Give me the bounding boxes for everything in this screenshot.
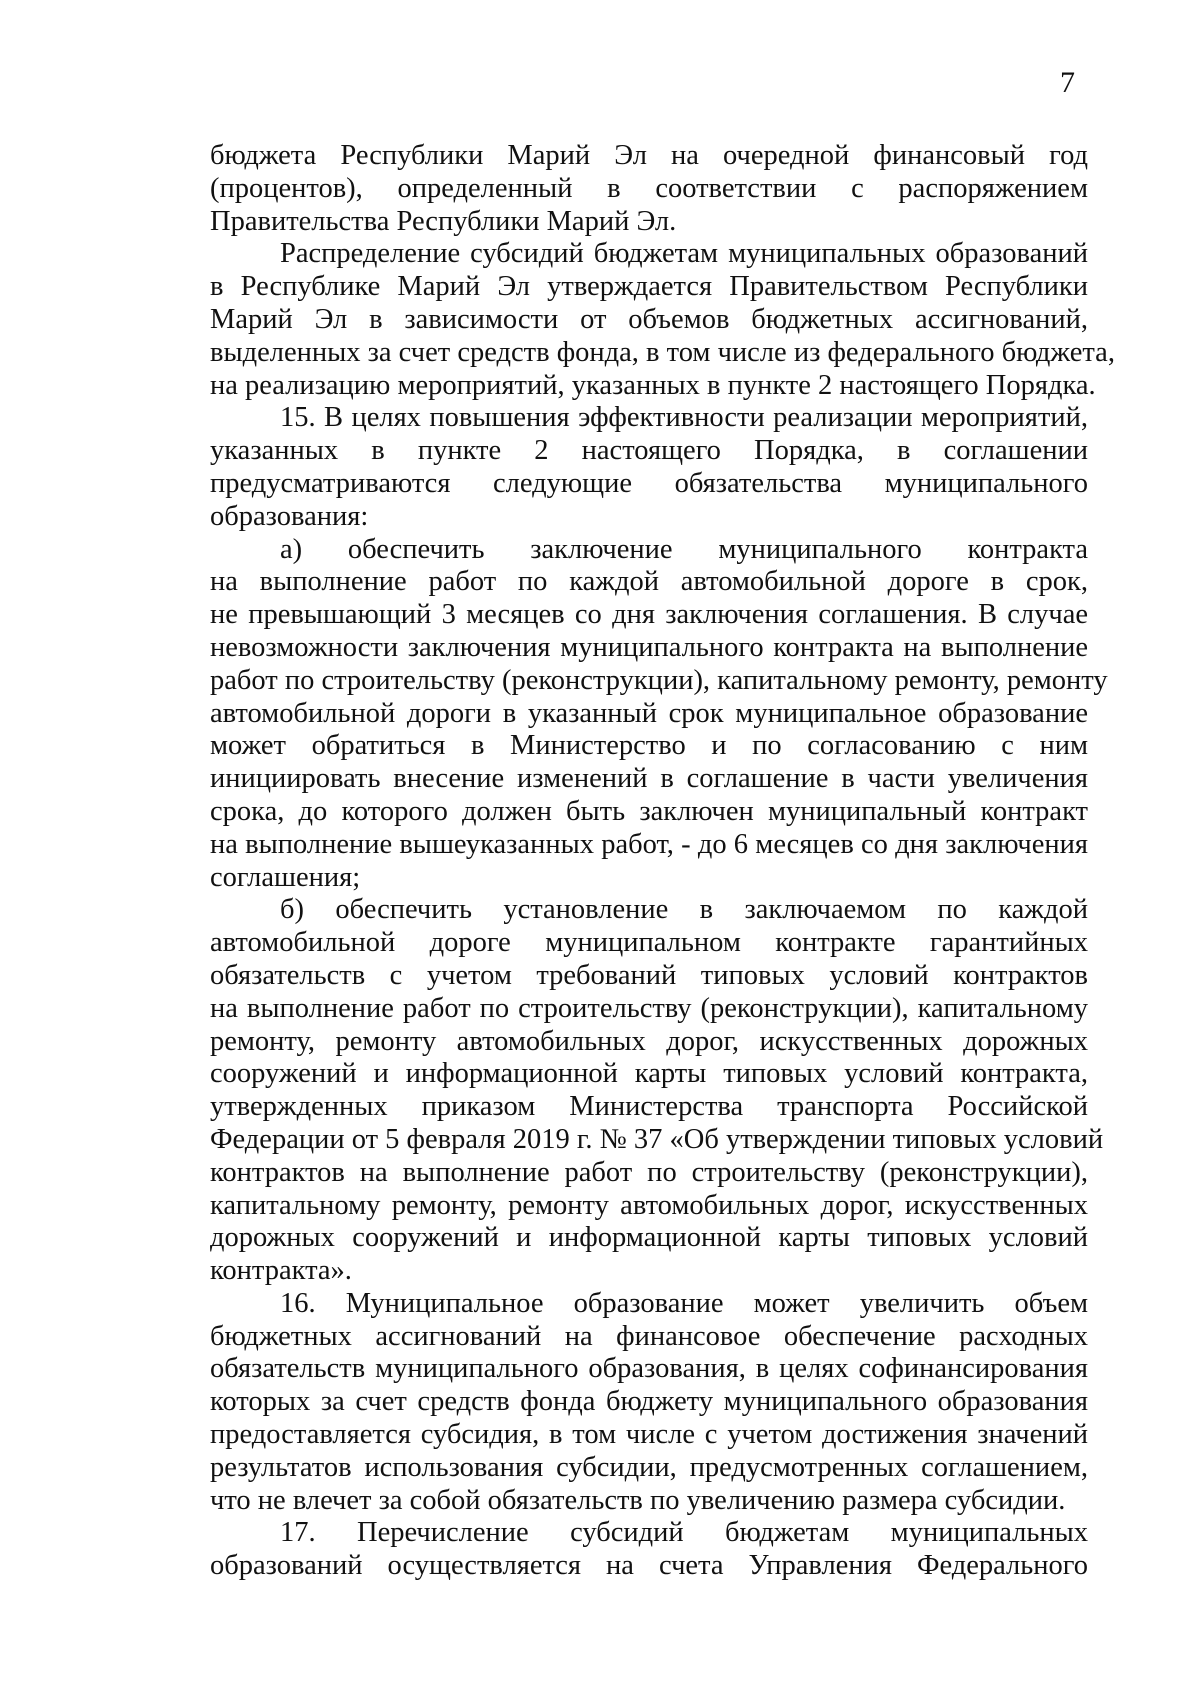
text-line: ремонту, ремонту автомобильных дорог, искусственных дорожных — [210, 1025, 1088, 1057]
text-line: в Республике Марий Эл утверждается Правительством Республики — [210, 271, 1088, 303]
text-line: Федерации от 5 февраля 2019 г. № 37 «Об утверждении типовых условий — [210, 1123, 1104, 1155]
page-number: 7 — [1060, 66, 1075, 99]
document-body — [210, 140, 1115, 1583]
text-line: б) обеспечить установление в заключаемом по каждой — [280, 894, 1088, 926]
text-line: (процентов), определенный в соответствии с распоряжением — [210, 172, 1088, 204]
text-line: может обратиться в Министерство и по согласованию с ним — [210, 730, 1088, 762]
text-line: 15. В целях повышения эффективности реализации мероприятий, — [280, 402, 1088, 434]
text-line: Правительства Республики Марий Эл. — [210, 205, 677, 237]
paragraph — [210, 238, 1115, 402]
text-line: предусматриваются следующие обязательства муниципального — [210, 467, 1088, 499]
text-line: на выполнение работ по строительству (реконструкции), капитальному — [210, 992, 1088, 1024]
text-line: выделенных за счет средств фонда, в том числе из федерального бюджета, — [210, 336, 1115, 368]
paragraph — [210, 533, 1108, 895]
text-line: капитальному ремонту, ремонту автомобильных дорог, искусственных — [210, 1189, 1088, 1221]
text-line: 17. Перечисление субсидий бюджетам муниципальных — [280, 1517, 1088, 1549]
text-line: контрактов на выполнение работ по строительству (реконструкции), — [210, 1156, 1088, 1188]
text-line: на выполнение вышеуказанных работ, - до 6 месяцев со дня заключения — [210, 828, 1088, 860]
text-line: контракта». — [210, 1255, 352, 1287]
text-line: Марий Эл в зависимости от объемов бюджетных ассигнований, — [210, 303, 1088, 335]
text-line: на реализацию мероприятий, указанных в пункте 2 настоящего Порядка. — [210, 369, 1096, 401]
text-line: невозможности заключения муниципального контракта на выполнение — [210, 631, 1088, 663]
text-line: автомобильной дороги в указанный срок муниципальное образование — [210, 697, 1088, 729]
text-line: работ по строительству (реконструкции), капитальному ремонту, ремонту — [210, 664, 1108, 696]
text-line: автомобильной дороге муниципальном контракте гарантийных — [210, 927, 1088, 959]
text-line: срока, до которого должен быть заключен муниципальный контракт — [210, 795, 1088, 827]
text-line: которых за счет средств фонда бюджету муниципального образования — [210, 1386, 1088, 1418]
text-line: утвержденных приказом Министерства транспорта Российской — [210, 1091, 1088, 1123]
text-line: образования: — [210, 500, 369, 532]
text-line: образований осуществляется на счета Управления Федерального — [210, 1550, 1088, 1582]
text-line: результатов использования субсидии, предусмотренных соглашением, — [210, 1451, 1088, 1483]
text-line: обязательств с учетом требований типовых условий контрактов — [210, 959, 1088, 991]
text-line: что не влечет за собой обязательств по увеличению размера субсидии. — [210, 1484, 1066, 1516]
text-line: бюджетных ассигнований на финансовое обеспечение расходных — [210, 1320, 1088, 1352]
text-line: предоставляется субсидия, в том числе с учетом достижения значений — [210, 1419, 1088, 1451]
text-line: дорожных сооружений и информационной карты типовых условий — [210, 1222, 1088, 1254]
text-line: обязательств муниципального образования, в целях софинансирования — [210, 1353, 1088, 1385]
text-line: Распределение субсидий бюджетам муниципальных образований — [280, 238, 1088, 270]
text-line: бюджета Республики Марий Эл на очередной финансовый год — [210, 140, 1088, 171]
paragraph — [210, 140, 1088, 238]
text-line: 16. Муниципальное образование может увеличить объем — [280, 1287, 1088, 1319]
text-line: а) обеспечить заключение муниципального контракта — [280, 533, 1088, 565]
text-line: соглашения; — [210, 861, 361, 893]
text-line: на выполнение работ по каждой автомобильной дороге в срок, — [210, 566, 1088, 598]
text-line: не превышающий 3 месяцев со дня заключения соглашения. В случае — [210, 599, 1088, 631]
paragraph — [210, 894, 1104, 1288]
text-line: сооружений и информационной карты типовых условий контракта, — [210, 1058, 1088, 1090]
paragraph — [210, 1288, 1088, 1518]
text-line: указанных в пункте 2 настоящего Порядка, в соглашении — [210, 435, 1088, 467]
paragraph — [210, 1517, 1088, 1583]
paragraph — [210, 402, 1088, 533]
text-line: инициировать внесение изменений в соглашение в части увеличения — [210, 763, 1088, 795]
